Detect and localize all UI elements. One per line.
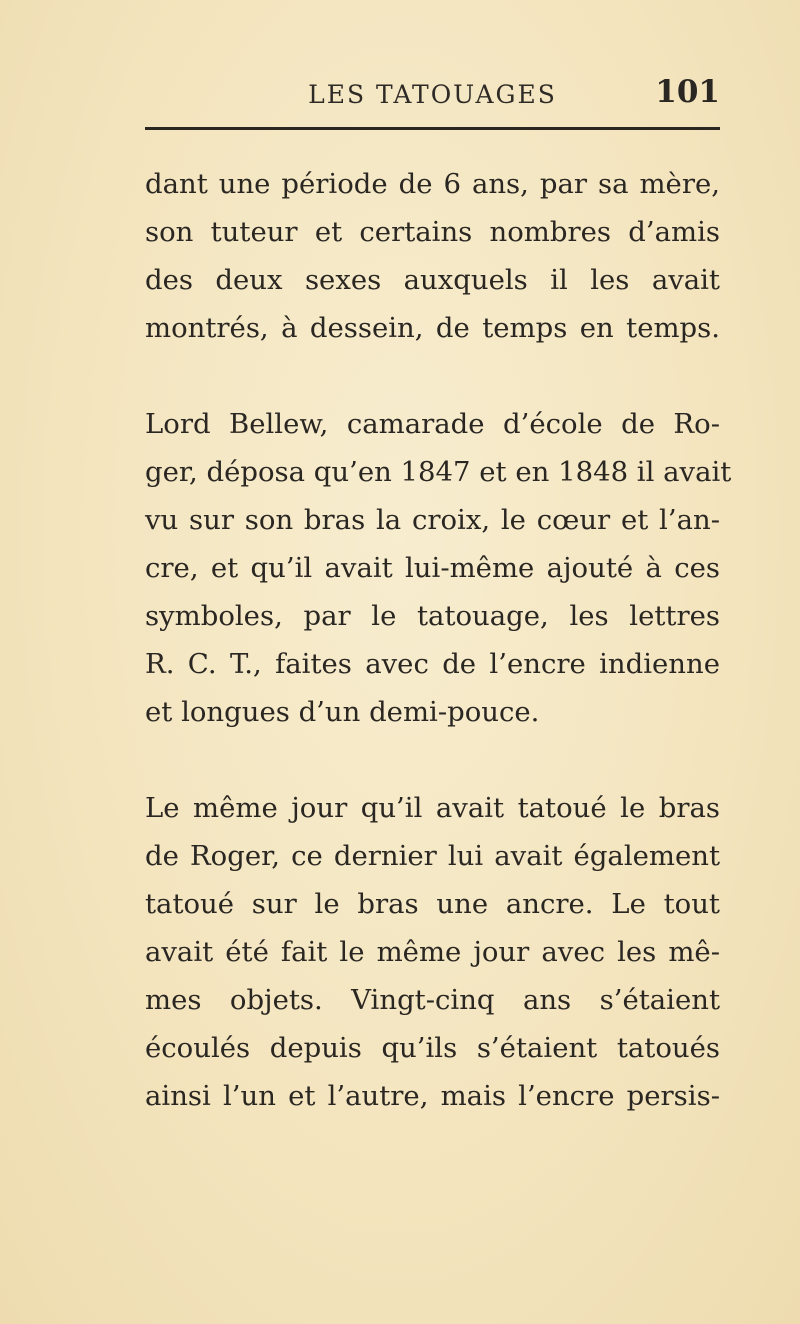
text-line: son tuteur et certains nombres d’amis xyxy=(145,216,720,248)
text-line: R. C. T., faites avec de l’encre indienne xyxy=(145,648,720,680)
running-title: LES TATOUAGES xyxy=(308,80,557,109)
text-line: Le même jour qu’il avait tatoué le bras xyxy=(145,792,720,824)
text-line: mes objets. Vingt-cinq ans s’étaient xyxy=(145,984,720,1016)
body-text xyxy=(145,160,732,1120)
text-line: vu sur son bras la croix, le cœur et l’an- xyxy=(145,504,720,536)
text-line: de Roger, ce dernier lui avait également xyxy=(145,840,720,872)
text-line: tatoué sur le bras une ancre. Le tout xyxy=(145,888,720,920)
text-line: ainsi l’un et l’autre, mais l’encre persis- xyxy=(145,1080,720,1112)
text-line: avait été fait le même jour avec les mê- xyxy=(145,936,720,968)
text-line: symboles, par le tatouage, les lettres xyxy=(145,600,720,632)
text-line: dant une période de 6 ans, par sa mère, xyxy=(145,168,720,200)
text-line: cre, et qu’il avait lui-même ajouté à ces xyxy=(145,552,720,584)
text-line: et longues d’un demi-pouce. xyxy=(145,696,540,728)
text-line: Lord Bellew, camarade d’école de Ro- xyxy=(145,408,720,440)
text-line: des deux sexes auxquels il les avait xyxy=(145,264,720,296)
paragraph xyxy=(145,400,732,736)
text-line: montrés, à dessein, de temps en temps. xyxy=(145,312,720,344)
page-number: 101 xyxy=(655,74,720,110)
header-rule xyxy=(145,127,720,130)
paragraph xyxy=(145,784,720,1120)
page-header xyxy=(145,72,720,122)
text-line: écoulés depuis qu’ils s’étaient tatoués xyxy=(145,1032,720,1064)
paragraph xyxy=(145,160,720,352)
text-line: ger, déposa qu’en 1847 et en 1848 il avait xyxy=(145,456,732,488)
